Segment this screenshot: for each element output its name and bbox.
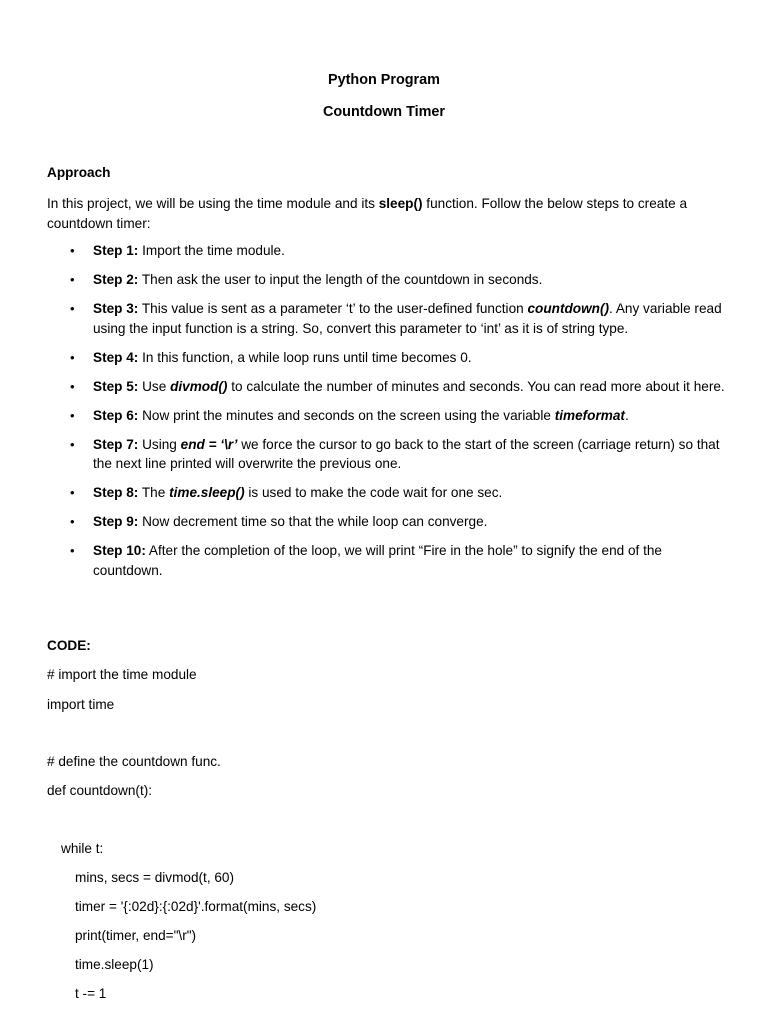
step-emphasis: timeformat xyxy=(554,407,625,423)
steps-list xyxy=(47,241,727,590)
code-import-line: import time xyxy=(47,697,115,712)
document-title: Python Program xyxy=(328,72,440,88)
list-item xyxy=(47,377,727,397)
code-def-line: def countdown(t): xyxy=(47,783,153,798)
list-item xyxy=(47,541,727,580)
code-comment-import: # import the time module xyxy=(47,667,197,682)
intro-paragraph xyxy=(47,194,727,233)
list-item xyxy=(47,435,727,474)
step-text: Use xyxy=(138,378,171,394)
code-heading: CODE: xyxy=(47,638,91,653)
step-label: Step 6: xyxy=(93,407,139,423)
step-text: The xyxy=(138,485,170,500)
step-label: Step 7: xyxy=(93,436,139,452)
step-label: Step 1: xyxy=(93,243,139,258)
step-text: Using xyxy=(138,436,181,452)
list-item xyxy=(47,483,727,503)
step-text: After the completion of the loop, we will print “Fire in the hole” to signify the end of the countdown. xyxy=(93,543,662,578)
list-item xyxy=(47,299,727,338)
step-label: Step 3: xyxy=(93,301,139,316)
bullet-icon: • xyxy=(70,543,75,558)
step-label: Step 9: xyxy=(93,514,139,529)
intro-text-2: function. Follow the below steps to create a countdown timer: xyxy=(47,196,687,231)
bullet-icon: • xyxy=(70,436,75,452)
step-text: we force the cursor to go back to the start of the screen (carriage return) so that the next line printed will overwrite the previous one. xyxy=(93,436,720,471)
step-text: Now decrement time so that the while loop can converge. xyxy=(138,514,488,529)
list-item xyxy=(47,270,727,290)
step-emphasis: divmod() xyxy=(170,378,228,394)
bullet-icon: • xyxy=(70,272,75,287)
code-while-line: while t: xyxy=(61,841,104,856)
step-label: Step 2: xyxy=(93,272,139,287)
bullet-icon: • xyxy=(70,301,75,316)
bullet-icon: • xyxy=(70,407,75,423)
step-label: Step 4: xyxy=(93,349,139,365)
step-emphasis: end = ‘\r’ xyxy=(180,436,238,452)
intro-text-1: In this project, we will be using the time module and its xyxy=(47,196,379,211)
step-emphasis: time.sleep() xyxy=(169,485,245,500)
code-print-line: print(timer, end="\r") xyxy=(75,928,197,943)
step-text: to calculate the number of minutes and seconds. You can read more about it here. xyxy=(227,378,725,394)
bullet-icon: • xyxy=(70,378,75,394)
code-divmod-line: mins, secs = divmod(t, 60) xyxy=(75,870,235,885)
step-text: Import the time module. xyxy=(138,243,285,258)
approach-heading: Approach xyxy=(47,165,111,180)
step-text: In this function, a while loop runs until time becomes 0. xyxy=(138,349,472,365)
bullet-icon: • xyxy=(70,485,75,500)
bullet-icon: • xyxy=(70,514,75,529)
bullet-icon: • xyxy=(70,349,75,365)
list-item xyxy=(47,241,727,261)
step-text: . Any variable read using the input function is a string. So, convert this parameter to ‘int’ as it is of string type. xyxy=(93,301,722,336)
code-timer-line: timer = '{:02d}:{:02d}'.format(mins, secs) xyxy=(75,899,317,914)
list-item xyxy=(47,348,727,368)
step-label: Step 10: xyxy=(93,543,146,558)
step-text: Then ask the user to input the length of the countdown in seconds. xyxy=(138,272,543,287)
step-label: Step 5: xyxy=(93,378,139,394)
step-label: Step 8: xyxy=(93,485,139,500)
step-emphasis: countdown() xyxy=(527,301,610,316)
bullet-icon: • xyxy=(70,243,75,258)
list-item xyxy=(47,512,727,532)
intro-bold-sleep: sleep() xyxy=(378,196,423,211)
document-subtitle: Countdown Timer xyxy=(322,104,446,120)
step-text: . xyxy=(624,407,629,423)
code-comment-define: # define the countdown func. xyxy=(47,754,221,769)
step-text: Now print the minutes and seconds on the screen using the variable xyxy=(138,407,555,423)
code-sleep-line: time.sleep(1) xyxy=(75,957,154,972)
step-text: is used to make the code wait for one sec. xyxy=(244,485,503,500)
step-text: This value is sent as a parameter ‘t’ to the user-defined function xyxy=(138,301,528,316)
code-decrement-line: t -= 1 xyxy=(75,986,107,1001)
list-item xyxy=(47,406,727,426)
